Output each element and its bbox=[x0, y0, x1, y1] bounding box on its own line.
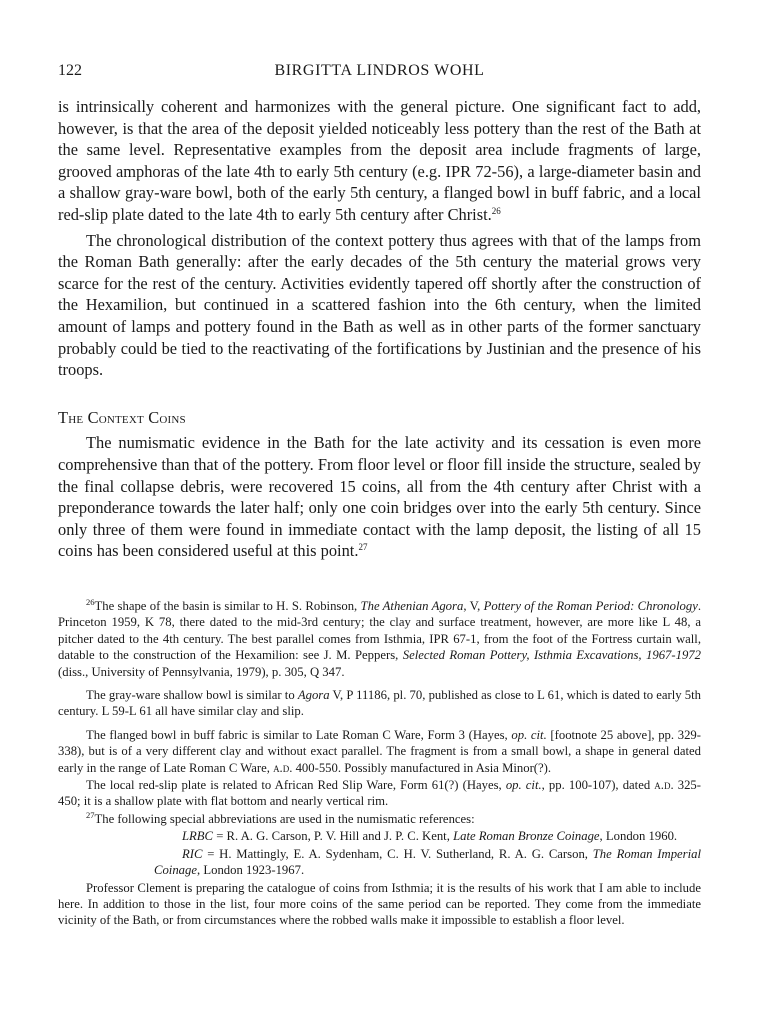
footnote-26-para-3 bbox=[58, 727, 701, 776]
footnote-26-para-4 bbox=[58, 777, 701, 810]
footnote-26-p4-text-c: 325-450; it is a shallow plate with flat bottom and nearly vertical rim. bbox=[58, 778, 701, 809]
paragraph-3-text: The numismatic evidence in the Bath for the late activity and its cessation is even more comprehensive than that of the pottery. From floor level or floor fill inside the structure, sealed by the final collapse debris, were recovered 15 coins, all from the 4th century after Christ with a preponderance towards the later half; only one coin bridges over into the early 5th century. Since only three of them were found in immediate contact with the lamp deposit, the listing of all 15 coins has been considered useful at this point. bbox=[58, 433, 701, 561]
footnote-26-p2-text-a: The gray-ware shallow bowl is similar to bbox=[86, 688, 298, 703]
abbreviation-term: RIC bbox=[182, 846, 203, 861]
op-cit: op. cit. bbox=[505, 778, 542, 793]
page-header bbox=[58, 62, 701, 84]
footnote-26-p4-text-b: , pp. 100-107), dated bbox=[541, 778, 655, 793]
era-abbrev: a.d. bbox=[654, 778, 674, 793]
footnote-ref-26[interactable]: 26 bbox=[491, 205, 501, 216]
paragraph-1-text: is intrinsically coherent and harmonizes with the general picture. One significant fact to add, however, is that the area of the deposit yielded noticeably less pottery than the rest of the Bath at the same level. Representative examples from the deposit area include fragments of large, grooved amphoras of the late 4th to early 5th century (e.g. IPR 72-56), a large-diameter basin and a shallow gray-ware bowl, both of the early 5th century, a flanged bowl in buff fabric, and a local red-slip plate dated to the late 4th to early 5th century after Christ. bbox=[58, 97, 701, 224]
abbreviation-text-a: = R. A. G. Carson, P. V. Hill and J. P. C. Kent, bbox=[213, 829, 454, 844]
footnote-27-intro: The following special abbreviations are used in the numismatic references: bbox=[94, 811, 475, 826]
footnote-27-para-2: Professor Clement is preparing the catalogue of coins from Isthmia; it is the results of his work that I am able to include here. In addition to those in the list, four more coins of the same period can be reported. They come from the immediate vicinity of the Bath, or from circumstances where the robbed walls make it impossible to establish a floor level. bbox=[58, 880, 701, 928]
footnote-26-p4-text-a: The local red-slip plate is related to African Red Slip Ware, Form 61(?) (Hayes, bbox=[86, 778, 506, 793]
abbreviation-text-a: = H. Mattingly, E. A. Sydenham, C. H. V. Sutherland, R. A. G. Carson, bbox=[202, 846, 593, 861]
footnote-26-p3-text-b: [footnote 25 above], pp. 329-338), but is of a very different clay and without exact parallel. The fragment is from a small bowl, a shape in general dated early in the range of Late Roman C Ware, bbox=[58, 727, 701, 775]
citation-title: Agora bbox=[297, 688, 330, 703]
citation-title: Pottery of the Roman Period: Chronology bbox=[483, 599, 698, 613]
footnote-ref-27[interactable]: 27 bbox=[358, 542, 368, 553]
section-heading: The Context Coins bbox=[58, 407, 186, 427]
abbreviation-term: LRBC bbox=[182, 829, 214, 844]
citation-title: The Athenian Agora bbox=[360, 599, 464, 613]
footnote-26-para-2 bbox=[58, 687, 701, 720]
footnote-26 bbox=[58, 598, 701, 680]
abbreviation-lrbc bbox=[58, 828, 701, 844]
page-number: 122 bbox=[58, 62, 82, 79]
main-text bbox=[58, 96, 701, 562]
citation-title: Late Roman Bronze Coinage bbox=[453, 829, 600, 844]
footnote-26-text-b: , V, bbox=[463, 599, 484, 613]
paragraph-2: The chronological distribution of the context pottery thus agrees with that of the lamps from the Roman Bath generally: after the early decades of the 5th century the material grows very scarce for the rest of the century. Activities evidently tapered off shortly after the construction of the Hexamilion, but continued in a scattered fashion into the 6th century, when the limited amount of lamps and pottery found in the Bath as well as in other parts of the former sanctuary probably could be tied to the reactivating of the fortifications by Justinian and the presence of his troops. bbox=[58, 230, 701, 380]
citation-title: Selected Roman Pottery, Isthmia Excavations, 1967-1972 bbox=[402, 648, 701, 663]
footnote-26-text-d: (diss., University of Pennsylvania, 1979), p. 305, Q 347. bbox=[58, 664, 345, 679]
era-abbrev: a.d. bbox=[273, 760, 293, 775]
footnote-27 bbox=[58, 811, 701, 827]
running-head: BIRGITTA LINDROS WOHL bbox=[274, 62, 485, 79]
footnote-26-text-c: . Princeton 1959, K 78, there dated to the mid-3rd century; the clay and surface treatment, however, are more like L 48, a pitcher dated to the 4th century. The best parallel comes from Isthmia, IPR 67-1, from the foot of the Fortress curtain wall, datable to the construction of the Hexamilion: see J. M. Peppers, bbox=[58, 599, 702, 663]
op-cit: op. cit. bbox=[511, 727, 547, 742]
citation-title: The Roman Imperial Coinage bbox=[154, 846, 701, 878]
abbreviation-text-b: , London 1923-1967. bbox=[197, 863, 305, 878]
footnote-26-p2-text-b: V, P 11186, pl. 70, published as close to L 61, which is dated to early 5th century. L 59-L 61 all have similar clay and slip. bbox=[58, 688, 701, 719]
footnote-26-p3-text-c: 400-550. Possibly manufactured in Asia Minor(?). bbox=[292, 760, 552, 775]
paragraph-3 bbox=[58, 432, 701, 562]
footnote-26-text-a: The shape of the basin is similar to H. S. Robinson, bbox=[94, 599, 361, 613]
abbreviation-ric bbox=[58, 846, 701, 879]
abbreviation-text-b: , London 1960. bbox=[599, 829, 678, 844]
footnotes bbox=[58, 598, 701, 930]
footnote-mark-26: 26 bbox=[86, 597, 95, 607]
footnote-26-p3-text-a: The flanged bowl in buff fabric is similar to Late Roman C Ware, Form 3 (Hayes, bbox=[86, 727, 512, 742]
footnote-mark-27: 27 bbox=[86, 809, 95, 820]
paragraph-1 bbox=[58, 96, 701, 226]
